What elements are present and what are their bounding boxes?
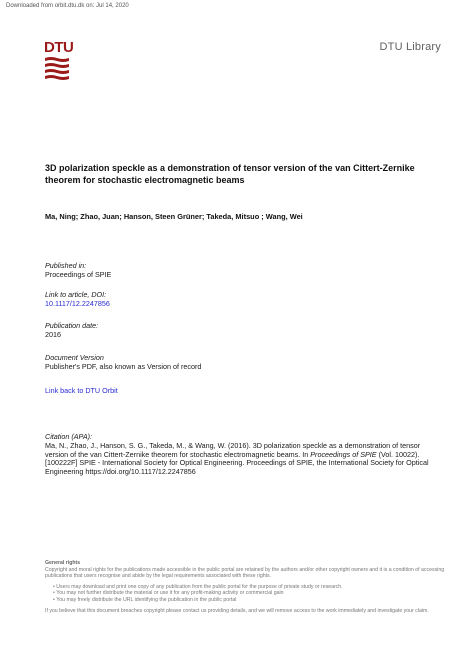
citation-text-before: Ma, N., Zhao, J., Hanson, S. G., Takeda, M., & Wang, W. (2016). 3D polarization speckle as a demonstration of tensor version of the van Cittert-Zernike theorem for stochastic electromagnetic beams. In <box>45 440 421 459</box>
citation-label: Citation (APA): <box>45 432 92 441</box>
citation-journal: Proceedings of SPIE <box>310 449 377 459</box>
publication-date-section <box>45 321 98 339</box>
published-in-label: Published in: <box>45 261 87 270</box>
citation-section <box>45 433 445 477</box>
general-rights-section <box>45 560 445 614</box>
rights-closing: If you believe that this document breaches copyright please contact us providing details, and we will remove access to the work immediately and investigate your claim. <box>45 607 429 614</box>
dtu-logo-waves-icon <box>44 57 70 81</box>
general-rights-heading: General rights <box>45 560 81 566</box>
doi-label: Link to article, DOI: <box>45 290 107 299</box>
published-in-value: Proceedings of SPIE <box>45 270 112 279</box>
publication-date-label: Publication date: <box>45 321 99 330</box>
published-in-section <box>45 261 111 279</box>
document-version-section <box>45 353 201 371</box>
dtu-orbit-link[interactable]: Link back to DTU Orbit <box>45 386 118 395</box>
rights-list-item: • You may not further distribute the material or use it for any profit-making activity or commercial gain <box>53 590 445 597</box>
doi-section <box>45 290 110 308</box>
document-version-label: Document Version <box>45 353 104 362</box>
rights-list-item: • You may freely distribute the URL identifying the publication in the public portal <box>53 597 445 604</box>
document-version-value: Publisher's PDF, also known as Version of record <box>45 362 202 371</box>
dtu-logo <box>44 40 72 81</box>
dtu-library-label: DTU Library <box>379 41 441 53</box>
dtu-logo-text: DTU <box>44 39 74 56</box>
general-rights-intro: Copyright and moral rights for the publications made accessible in the public portal are retained by the authors and/or other copyright owners and it is a condition of accessing publications that users recognise and abide by the legal requirements associated with these rights. <box>45 566 445 580</box>
rights-list <box>53 584 445 604</box>
document-title: 3D polarization speckle as a demonstration of tensor version of the van Cittert-Zernike theorem for stochastic electromagnetic beams <box>45 163 415 185</box>
doi-link[interactable]: 10.1117/12.2247856 <box>45 299 110 308</box>
publication-date-value: 2016 <box>45 330 61 339</box>
citation-text-after: (Vol. 10022). [100222F] SPIE - International Society for Optical Engineering. Proceedings of SPIE, the International Society for Optical Engineering https://doi.org/10.1117/12.2247856 <box>45 449 429 477</box>
authors: Ma, Ning; Zhao, Juan; Hanson, Steen Grüner; Takeda, Mitsuo ; Wang, Wei <box>45 212 303 221</box>
download-note: Downloaded from orbit.dtu.dk on: Jul 14, 2020 <box>6 3 129 9</box>
rights-list-item: • Users may download and print one copy of any publication from the public portal for the purpose of private study or research. <box>53 584 445 591</box>
